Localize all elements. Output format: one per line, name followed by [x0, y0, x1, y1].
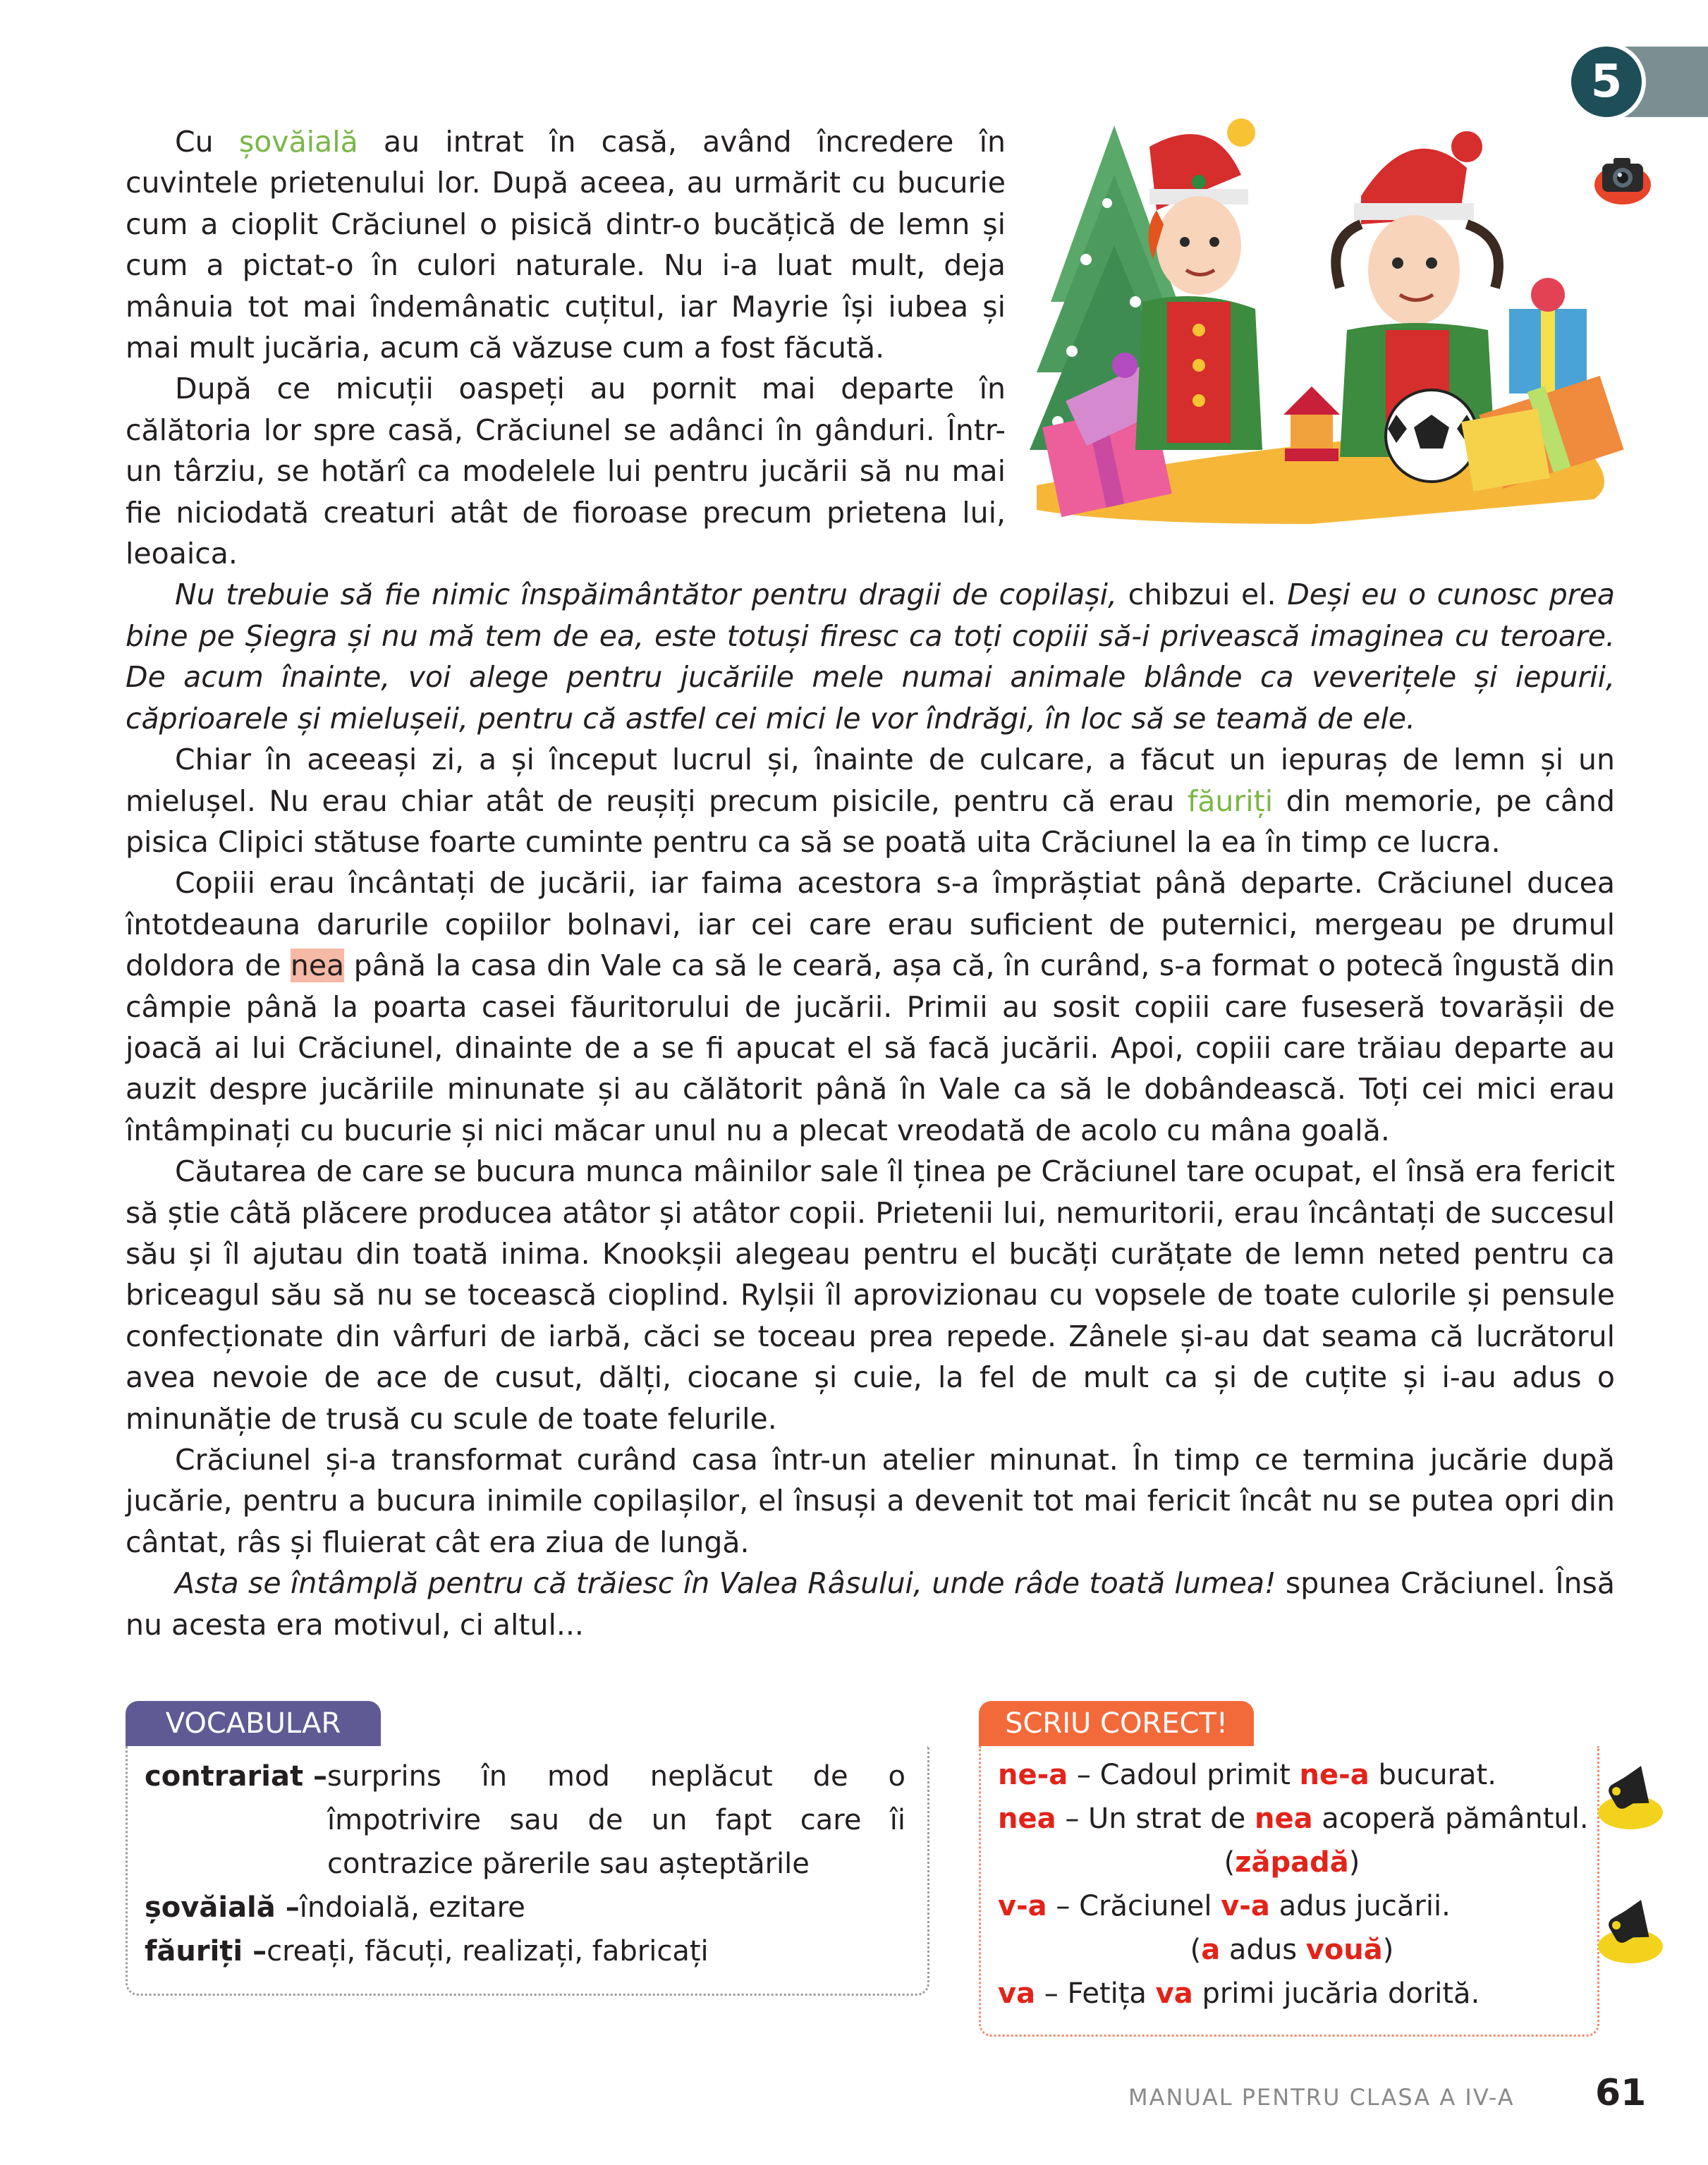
vocab-definition: creați, făcuți, realizați, fabricați [267, 1935, 709, 1968]
vocab-definition: surprins în mod neplăcut de o împotrivire sau de un fapt care îi contrazice părerile sau așteptările [327, 1760, 905, 1880]
vocab-keyword: făuriți [1187, 783, 1274, 818]
paragraph-6: Căutarea de care se bucura munca mâinilor sale îl ținea pe Crăciunel tare ocupat, el însă era fericit să știe câtă plăcere producea atâtor și atâtor copii. Prietenii lui, nemuritorii, erau încântați de succesul său și îl ajutau din toată inima. Knookșii alegeau pentru el bucăți curățate de lemn neted pentru ca briceagul său să nu se tocească cioplind. Rylșii îl aprovizionau cu vopsele de toate culorile și pensule confecționate din vârfuri de iarbă, căci se toceau prea repede. Zânele și-au dat seama că lucrătorul avea nevoie de ace de cusut, dălți, ciocane și cuie, la fel de mult ca și de cuțite și i-au adus o minunăție de trusă cu scule de toate felurile. [126, 1154, 1615, 1436]
vocab-term: contrariat – [145, 1760, 327, 1793]
paragraph-1: Cu șovăială au intrat în casă, având încredere în cuvintele prietenului lor. După aceea, au urmărit cu bucurie cum a cioplit Crăciunel o pisică dintr-o bucățică de lemn și cum a pictat-o în culori naturale. Nu i-a luat mult, deja mânuia tot mai îndemânatic cuțitul, iar Mayrie își iubea și mai mult jucăria, acum că văzuse cum a fost făcută. [126, 125, 1006, 365]
paragraph-7: Crăciunel și-a transformat curând casa într-un atelier minunat. În timp ce termina jucărie după jucărie, pentru a bucura inimile copilașilor, el însuși a devenit tot mai fericit încât nu se putea opri din cântat, râs și fluierat cât era ziua de lungă. [126, 1443, 1615, 1559]
spelling-row: nea – Un strat de nea acoperă pământul. [998, 1803, 1589, 1835]
speaker-icon[interactable] [1595, 1763, 1666, 1831]
vocab-box [126, 1746, 929, 1996]
spelling-note: (a adus vouă) [1190, 1934, 1394, 1966]
vocab-term: făuriți – [145, 1935, 267, 1968]
paragraph-5: Copiii erau încântați de jucării, iar faima acestora s-a împrăștiat până departe. Crăciunel ducea întotdeauna darurile copiilor bolnavi, iar cei care erau suficient de puternici, mergeau pe drumul doldora de nea până la casa din Vale ca să le ceară, așa că, în curând, s-a format o potecă îngustă din câmpie până la poarta casei făuritorului de jucării. Primii au sosit copiii care fuseseră tovarășii de joacă ai lui Crăciunel, dinainte de a se fi apucat el să facă jucării. Apoi, copiii care trăiau departe au auzit despre jucăriile minunate și au călătorit până în Vale ca să le dobândească. Toți cei mici erau întâmpinați cu bucurie și nici măcar unul nu a plecat vreodată de acolo cu mâna goală. [126, 866, 1615, 1147]
highlighted-word: nea [290, 949, 345, 983]
scriu-corect-title: SCRIU CORECT! [979, 1701, 1254, 1746]
vocab-term: șovăială – [145, 1891, 300, 1924]
vocab-item [145, 1929, 913, 1973]
paragraph-3: Nu trebuie să fie nimic înspăimântător pentru dragii de copilași, chibzui el. Deși eu o cunosc prea bine pe Șiegra și nu mă tem de ea, este totuși firesc ca toți copiii să-i privească imaginea cu teroare. De acum înainte, voi alege pentru jucăriile mele numai animale blânde ca veverițele și iepurii, căprioarele și mielușeii, pentru că astfel cei mici le vor îndrăgi, în loc să se teamă de ele. [126, 578, 1615, 736]
paragraph-8: Asta se întâmplă pentru că trăiesc în Valea Râsului, unde râde toată lumea! spunea Crăciunel. Însă nu acesta era motivul, ci altul... [126, 1566, 1616, 1642]
chapter-number: 5 [1567, 42, 1646, 121]
speaker-icon[interactable] [1595, 1897, 1666, 1965]
vocab-item [145, 1755, 913, 1886]
vocab-item [145, 1886, 913, 1929]
paragraph-2: După ce micuții oaspeți au pornit mai departe în călătoria lor spre casă, Crăciunel se adânci în gânduri. Într-un târziu, se hotărî ca modelele lui pentru jucării să nu mai fie niciodată creaturi atât de fioroase precum prietena lui, leoaica. [126, 372, 1006, 571]
spelling-row: ne-a – Cadoul primit ne-a bucurat. [998, 1759, 1496, 1791]
vocab-keyword: șovăială [238, 125, 358, 159]
story-text [126, 121, 1615, 1645]
spelling-row: va – Fetița va primi jucăria dorită. [998, 1977, 1480, 2010]
footer-label: MANUAL PENTRU CLASA A IV-A [1128, 2084, 1515, 2111]
spelling-note: (zăpadă) [1224, 1846, 1360, 1879]
paragraph-4: Chiar în aceeași zi, a și început lucrul și, înainte de culcare, a făcut un iepuraș de lemn și un mielușel. Nu erau chiar atât de reușiți precum pisicile, pentru că erau făuriți din memorie, pe când pisica Clipici stătuse foarte cuminte pentru ca să se poată uita Crăciunel la ea în timp ce lucra. [126, 743, 1616, 859]
vocab-title: VOCABULAR [126, 1701, 381, 1746]
spelling-row: v-a – Crăciunel v-a adus jucării. [998, 1890, 1451, 1922]
page-number: 61 [1595, 2072, 1647, 2114]
vocab-definition: îndoială, ezitare [299, 1891, 525, 1924]
scriu-corect-box [979, 1746, 1599, 2037]
